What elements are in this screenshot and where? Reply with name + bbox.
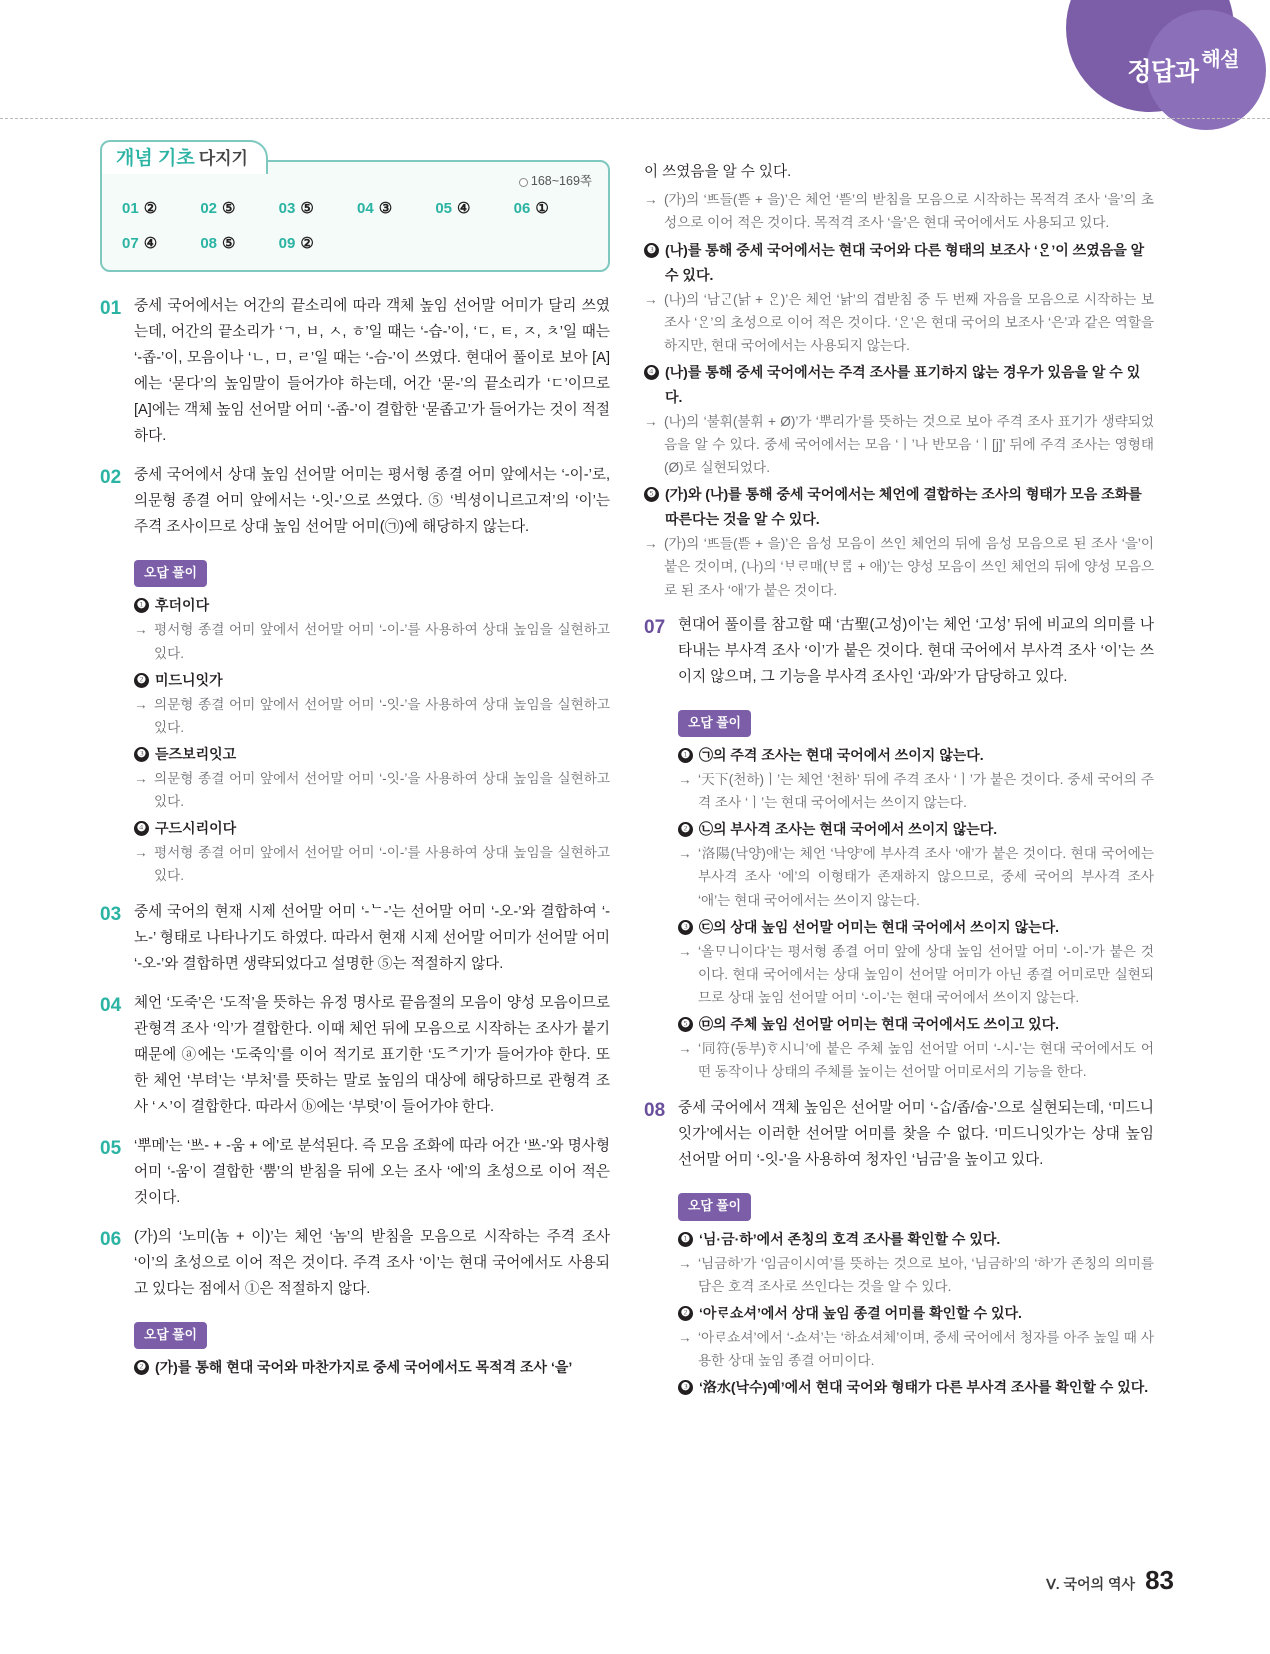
wrong-answer-item xyxy=(134,668,610,739)
wrong-answer-explanation: ‘님금하’가 ‘임금이시여’를 뜻하는 것으로 보아, ‘님금하’의 ‘하’가 존칭의 의미를 담은 호격 조사로 쓰인다는 것을 알 수 있다. xyxy=(698,1255,1154,1294)
wrong-answer-label: ㉠의 주격 조사는 현대 국어에서 쓰이지 않는다. xyxy=(699,747,984,764)
wrong-answer-label: (가)를 통해 현대 국어와 마찬가지로 중세 국어에서도 목적격 조사 ‘을’ xyxy=(155,1359,573,1376)
wrong-answer-explanation: ‘洛陽(낙양)애’는 체언 ‘낙양’에 부사격 조사 ‘애’가 붙은 것이다. 현대 국어에는 부사격 조사 ‘에’의 이형태가 존재하지 않으므로, 중세 국어의 부사격 조사 ‘애’는 현대 국어에서는 쓰이지 않는다. xyxy=(698,846,1154,908)
wrong-answer-label-row xyxy=(678,1012,1154,1037)
answer-value: ② xyxy=(143,200,158,217)
wrong-answer-explanation: 의문형 종결 어미 앞에서 선어말 어미 ‘-잇-’을 사용하여 상대 높임을 실현하고 있다. xyxy=(154,696,610,735)
concept-box-tab xyxy=(100,140,268,174)
answer-value: ④ xyxy=(457,200,471,217)
answer-number: 02 xyxy=(200,200,218,217)
wrong-answer-item xyxy=(644,238,1154,357)
concept-answer-box xyxy=(100,148,610,272)
answer-number: 04 xyxy=(357,200,374,217)
arrow-icon: → xyxy=(134,844,148,860)
wrong-answer-item xyxy=(644,482,1154,601)
answer-value: ⑤ xyxy=(222,200,236,217)
wrong-answer-explanation-row xyxy=(678,1326,1154,1372)
wrong-answer-item xyxy=(134,816,610,887)
right-column xyxy=(644,160,1154,1401)
wrong-answer-explanation: ‘올ᄆᆞ니이다’는 평서형 종결 어미 앞에 상대 높임 선어말 어미 ‘-이-’가 붙은 것이다. 현대 국어에서는 상대 높임이 선어말 어미가 아닌 종결 어미로만 실현되므로 상대 높임 선어말 어미 ‘-이-’는 현대 국어에서 쓰이지 않는다. xyxy=(698,943,1154,1005)
solution-07 xyxy=(644,613,1154,691)
wrong-answer-label-row xyxy=(678,743,1154,768)
header-tab xyxy=(950,0,1270,150)
wrong-answer-label-row xyxy=(678,1375,1154,1400)
wrong-answer-label: 구드시리이다 xyxy=(155,819,237,836)
solution-text: 중세 국어의 현재 시제 선어말 어미 ‘-ᄂ-’는 선어말 어미 ‘-오-’와 결합하여 ‘-노-’ 형태로 나타나기도 하였다. 따라서 현재 시제 선어말 어미가 선어말 어미 ‘-오-’와 결합하면 생략되었다고 설명한 ⑤는 적절하지 않다. xyxy=(134,903,610,972)
wrong-answer-explanation-row xyxy=(134,841,610,887)
wrong-answer-label-row xyxy=(678,817,1154,842)
solution-text: 체언 ‘도죽’은 ‘도적’을 뜻하는 유정 명사로 끝음절의 모음이 양성 모음이므로 관형격 조사 ‘익’가 결합한다. 이때 체언 뒤에 모음으로 시작하는 조사가 붙기 때문에 ⓐ에는 ‘도죽익’를 이어 적기로 표기한 ‘도ᄌ기’가 들어가야 한다. 또한 체언 ‘부텨’는 ‘부처’를 뜻하는 말로 높임의 대상에 해당하므로 관형격 조사 ‘ㅅ’이 결합한다. 따라서 ⓑ에는 ‘부텻’이 들어가야 한다. xyxy=(134,994,610,1115)
arrow-icon: → xyxy=(678,1040,692,1056)
bullet-number: ❷ xyxy=(678,1306,693,1321)
wrong-answer-explanation: ‘아ᄅᆞ쇼셔’에서 ‘-쇼셔’는 ‘하쇼셔체’이며, 중세 국어에서 청자를 아주 높일 때 사용한 상대 높임 종결 어미이다. xyxy=(698,1329,1154,1368)
concept-title-main: 개념 기초 xyxy=(116,148,195,170)
wrong-answer-label-row xyxy=(134,816,610,841)
wrong-answer-heading: 오답 풀이 xyxy=(134,560,207,588)
page-body xyxy=(100,148,1180,1401)
concept-answer-grid xyxy=(118,196,592,257)
solution-number: 07 xyxy=(644,616,666,638)
bullet-number: ❶ xyxy=(134,598,149,613)
arrow-icon: → xyxy=(134,696,148,712)
header-title-main: 정답과 xyxy=(1127,58,1199,86)
wrong-answer-explanation-row xyxy=(678,940,1154,1009)
solution-05 xyxy=(100,1134,610,1212)
arrow-icon: → xyxy=(644,536,658,552)
bullet-number: ❷ xyxy=(134,1360,149,1375)
bullet-number: ❸ xyxy=(678,1380,693,1395)
bullet-number: ❸ xyxy=(644,243,659,258)
wrong-answer-list-06-cont xyxy=(644,238,1154,601)
wrong-answer-label: ‘님·금·하’에서 존칭의 호격 조사를 확인할 수 있다. xyxy=(699,1230,1001,1247)
answer-number: 05 xyxy=(435,200,453,217)
answer-value: ⑤ xyxy=(222,234,236,252)
footer-chapter-label: Ⅴ. 국어의 역사 xyxy=(1046,1576,1136,1592)
wrong-answer-list-08 xyxy=(678,1227,1154,1400)
solution-text: 중세 국어에서 상대 높임 선어말 어미는 평서형 종결 어미 앞에서는 ‘-이-’로, 의문형 종결 어미 앞에서는 ‘-잇-’으로 쓰였다. ⑤ ‘빅셩이니르고져’의 ‘이’는 주격 조사이므로 상대 높임 선어말 어미(㉠)에 해당하지 않는다. xyxy=(134,466,610,535)
wrong-answer-label-row xyxy=(644,360,1154,410)
solution-number: 05 xyxy=(100,1137,122,1159)
answer-number: 01 xyxy=(122,200,139,217)
wrong-answer-explanation: 의문형 종결 어미 앞에서 선어말 어미 ‘-잇-’을 사용하여 상대 높임을 실현하고 있다. xyxy=(154,770,610,809)
arrow-icon: → xyxy=(678,1255,692,1271)
wrong-answer-item xyxy=(678,1227,1154,1298)
wrong-answer-label-row xyxy=(134,593,610,618)
answer-item xyxy=(357,196,435,223)
answer-number: 07 xyxy=(122,234,139,252)
wrong-answer-item xyxy=(678,817,1154,911)
solution-06 xyxy=(100,1225,610,1303)
concept-page-range: 168~169쪽 xyxy=(531,170,592,192)
answer-item xyxy=(514,196,592,223)
solution-02 xyxy=(100,463,610,541)
footer-page-number: 83 xyxy=(1145,1565,1174,1595)
wrong-answer-explanation: (나)의 ‘불휘(불휘 + Ø)’가 ‘뿌리가’를 뜻하는 것으로 보아 주격 조사 표기가 생략되었음을 알 수 있다. 중세 국어에서는 모음 ‘ㅣ’나 반모음 ‘ㅣ[j]’ 뒤에 주격 조사는 영형태(Ø)로 실현되었다. xyxy=(664,414,1154,476)
solution-03 xyxy=(100,900,610,978)
wrong-answer-label: ‘洛水(낙수)예’에서 현대 국어와 형태가 다른 부사격 조사를 확인할 수 있다. xyxy=(699,1378,1149,1395)
arrow-icon: → xyxy=(678,943,692,959)
wrong-answer-label-row xyxy=(134,668,610,693)
arrow-icon: → xyxy=(134,622,148,638)
wrong-answer-label-row xyxy=(678,1227,1154,1252)
wrong-answer-label-row xyxy=(134,1355,610,1380)
wrong-answer-item xyxy=(678,743,1154,814)
bullet-number: ❹ xyxy=(134,821,149,836)
answer-value: ③ xyxy=(378,200,393,217)
bullet-number: ❷ xyxy=(134,673,149,688)
answer-item xyxy=(279,196,357,223)
wrong-answer-explanation-row xyxy=(644,288,1154,357)
wrong-answer-list-07 xyxy=(678,743,1154,1083)
wrong-answer-label-row xyxy=(644,482,1154,532)
answer-item xyxy=(200,196,278,223)
answer-item xyxy=(200,231,278,258)
answer-number: 06 xyxy=(513,200,531,217)
wrong-answer-explanation-row xyxy=(134,618,610,664)
solution-number: 06 xyxy=(100,1228,122,1250)
wrong-answer-item xyxy=(678,1375,1154,1400)
arrow-icon: → xyxy=(678,846,692,862)
solution-number: 02 xyxy=(100,466,122,488)
header-title xyxy=(1127,49,1239,88)
page-footer xyxy=(1046,1565,1174,1596)
wrong-answer-label-row xyxy=(644,238,1154,288)
bullet-number: ❶ xyxy=(678,1232,693,1247)
wrong-answer-label: ‘아ᄅᆞ쇼셔’에서 상대 높임 종결 어미를 확인할 수 있다. xyxy=(699,1304,1022,1321)
wrong-answer-label: (나)를 통해 중세 국어에서는 현대 국어와 다른 형태의 보조사 ‘ᄋᆞᆫ’이 쓰였음을 알 수 있다. xyxy=(665,242,1145,284)
solution-number: 04 xyxy=(100,994,122,1016)
wrong-answer-list-02 xyxy=(134,593,610,887)
solution-text: 중세 국어에서 객체 높임은 선어말 어미 ‘-ᄉᆞᆸ/좁/숩-’으로 실현되는데, ‘미드니잇가’에서는 이러한 선어말 어미를 찾을 수 없다. ‘미드니잇가’는 상대 높임 선어말 어미 ‘-잇-’을 사용하여 청자인 ‘님금’을 높이고 있다. xyxy=(678,1100,1154,1168)
left-column xyxy=(100,148,610,1401)
answer-number: 08 xyxy=(200,234,218,252)
continued-explanation-row xyxy=(644,188,1154,234)
bullet-number: ❷ xyxy=(678,822,693,837)
wrong-answer-label: 후더이다 xyxy=(155,597,210,614)
header-title-sub: 해설 xyxy=(1201,49,1239,71)
wrong-answer-heading-08: 오답 풀이 xyxy=(678,1193,751,1221)
bullet-number: ❹ xyxy=(644,365,659,380)
solution-text: 중세 국어에서는 어간의 끝소리에 따라 객체 높임 선어말 어미가 달리 쓰였는데, 어간의 끝소리가 ‘ㄱ, ㅂ, ㅅ, ㅎ’일 때는 ‘-습-’이, ‘ㄷ, ㅌ, ㅈ, ㅊ’일 때는 ‘-좁-’이, 모음이나 ‘ㄴ, ㅁ, ㄹ’일 때는 ‘-슴-’이 쓰였다. 현대어 풀이로 보아 [A]에는 ‘묻다’의 높임말이 들어가야 하는데, 어간 ‘묻-’의 끝소리가 ‘ㄷ’이므로 [A]에는 객체 높임 선어말 어미 ‘-좁-’이 결합한 ‘묻좁고’가 들어가는 것이 적절하다. xyxy=(134,298,610,444)
wrong-answer-label: ㉢의 상대 높임 선어말 어미는 현대 국어에서 쓰이지 않는다. xyxy=(699,918,1060,935)
answer-item xyxy=(279,231,357,258)
solution-text: 현대어 풀이를 참고할 때 ‘古聖(고성)이’는 체언 ‘고성’ 뒤에 비교의 의미를 나타내는 부사격 조사 ‘이’가 붙은 것이다. 현대 국어에서 부사격 조사 ‘이’는 쓰이지 않으며, 그 기능을 부사격 조사인 ‘과/와’가 담당하고 있다. xyxy=(678,616,1154,685)
arrow-icon: → xyxy=(678,772,692,788)
wrong-answer-label-row xyxy=(678,1301,1154,1326)
answer-value: ① xyxy=(535,200,549,217)
arrow-icon: → xyxy=(644,414,658,430)
wrong-answer-label: ㉡의 부사격 조사는 현대 국어에서 쓰이지 않는다. xyxy=(699,821,998,838)
wrong-answer-label: 미드니잇가 xyxy=(155,671,223,688)
wrong-answer-label: ㉤의 주체 높임 선어말 어미는 현대 국어에서도 쓰이고 있다. xyxy=(699,1015,1060,1032)
answer-value: ② xyxy=(300,234,314,252)
wrong-answer-explanation: 평서형 종결 어미 앞에서 선어말 어미 ‘-이-’를 사용하여 상대 높임을 실현하고 있다. xyxy=(154,844,610,883)
answer-number: 03 xyxy=(278,200,296,217)
wrong-answer-explanation-row xyxy=(644,410,1154,479)
wrong-answer-label: (나)를 통해 중세 국어에서는 주격 조사를 표기하지 않는 경우가 있음을 알 수 있다. xyxy=(665,364,1141,406)
wrong-answer-explanation-row xyxy=(678,1037,1154,1083)
wrong-answer-explanation-row xyxy=(678,768,1154,814)
arrow-icon: → xyxy=(134,770,148,786)
answer-item xyxy=(435,196,513,223)
wrong-answer-explanation-row xyxy=(644,532,1154,601)
answer-item xyxy=(122,196,200,223)
wrong-answer-label-row xyxy=(678,915,1154,940)
solution-text: ‘뿌메’는 ‘ᄡᅳ- + -움 + 에’로 분석된다. 즉 모음 조화에 따라 어간 ‘ᄡᅳ-’와 명사형 어미 ‘-움’이 결합한 ‘뿜’의 받침을 뒤에 오는 조사 ‘에’의 초성으로 이어 적은 것이다. xyxy=(134,1137,610,1206)
solution-number: 08 xyxy=(644,1100,666,1121)
wrong-answer-explanation-row xyxy=(678,842,1154,911)
solution-text: (가)의 ‘노미(놈 + 이)’는 체언 ‘놈’의 받침을 모음으로 시작하는 주격 조사 ‘이’의 초성으로 이어 적은 것이다. 주격 조사 ‘이’는 현대 국어에서도 사용되고 있다는 점에서 ①은 적절하지 않다. xyxy=(134,1228,610,1297)
wrong-answer-label: 듣즈보리잇고 xyxy=(155,745,237,762)
solution-04 xyxy=(100,991,610,1121)
wrong-answer-explanation-row xyxy=(134,693,610,739)
answer-value: ④ xyxy=(143,234,158,252)
wrong-answer-explanation: ‘同符(동부)ᄒᆞ시니’에 붙은 주체 높임 선어말 어미 ‘-시-’는 현대 국어에서도 어떤 동작이나 상태의 주체를 높이는 선어말 어미로서의 기능을 한다. xyxy=(698,1040,1154,1079)
wrong-answer-explanation: 평서형 종결 어미 앞에서 선어말 어미 ‘-이-’를 사용하여 상대 높임을 실현하고 있다. xyxy=(154,622,610,661)
wrong-answer-label-row xyxy=(134,742,610,767)
arrow-icon: → xyxy=(644,191,658,207)
bullet-number: ❺ xyxy=(678,1017,693,1032)
wrong-answer-item xyxy=(134,593,610,664)
wrong-answer-label: (가)와 (나)를 통해 중세 국어에서는 체언에 결합하는 조사의 형태가 모음 조화를 따른다는 것을 알 수 있다. xyxy=(665,486,1142,528)
arrow-icon: → xyxy=(644,292,658,307)
solution-08 xyxy=(644,1096,1154,1174)
arrow-icon: → xyxy=(678,1329,692,1345)
wrong-answer-item xyxy=(678,1012,1154,1083)
answer-value: ⑤ xyxy=(300,200,314,217)
header-divider xyxy=(0,118,1270,119)
wrong-answer-item xyxy=(678,915,1154,1009)
wrong-answer-explanation: (나)의 ‘남ᄀᆞᆫ(낡 + ᄋᆞᆫ)’은 체언 ‘낡’의 겹받침 중 두 번째 자음을 모음으로 시작하는 보조사 ‘ᄋᆞᆫ’의 초성으로 이어 적은 것이다. ‘ᄋᆞᆫ’은 현대 국어의 보조사 ‘은’과 같은 역할을 하지만, 현대 국어에서는 사용되지 않는다. xyxy=(664,292,1154,354)
wrong-answer-explanation-row xyxy=(134,767,610,813)
solution-01 xyxy=(100,294,610,450)
answer-item xyxy=(122,231,200,258)
wrong-answer-explanation: ‘天下(천하)ㅣ’는 체언 ‘천하’ 뒤에 주격 조사 ‘ㅣ’가 붙은 것이다. 중세 국어의 주격 조사 ‘ㅣ’는 현대 국어에서는 쓰이지 않는다. xyxy=(698,772,1154,811)
continued-explanation: (가)의 ‘ᄠᅳ들(ᄠᅳᆮ + 을)’은 체언 ‘ᄠᅳᆮ’의 받침을 모음으로 시작하는 목적격 조사 ‘을’의 초성으로 이어 적은 것이다. 목적격 조사 ‘을’은 현대 국어에서도 사용되고 있다. xyxy=(664,191,1154,231)
wrong-answer-list-06 xyxy=(134,1355,610,1380)
wrong-answer-item xyxy=(644,360,1154,479)
wrong-answer-item xyxy=(134,742,610,813)
wrong-answer-heading-07: 오답 풀이 xyxy=(678,710,751,738)
solution-number: 01 xyxy=(100,298,122,319)
concept-title-sub: 다지기 xyxy=(198,148,248,168)
continued-line: 이 쓰였음을 알 수 있다. xyxy=(644,164,792,180)
answer-number: 09 xyxy=(278,234,296,252)
bullet-number: ❶ xyxy=(678,748,693,763)
bullet-number: ❸ xyxy=(134,747,149,762)
wrong-answer-heading-06: 오답 풀이 xyxy=(134,1322,207,1350)
wrong-answer-explanation-row xyxy=(678,1252,1154,1298)
bullet-number: ❸ xyxy=(678,920,693,935)
bullet-number: ❺ xyxy=(644,487,659,502)
wrong-answer-item xyxy=(134,1355,610,1380)
wrong-answer-explanation: (가)의 ‘ᄠᅳ들(ᄠᅳᆮ + 을)’은 음성 모음이 쓰인 체언의 뒤에 음성 모음으로 된 조사 ‘을’이 붙은 것이며, (나)의 ‘ᄇᆞᄅᆞ매(ᄇᆞᄅᆞᆷ + 애)’는 양성 모음이 쓰인 체언의 뒤에 양성 모음으로 된 조사 ‘애’가 붙은 것이다. xyxy=(664,536,1154,598)
wrong-answer-item xyxy=(678,1301,1154,1372)
solution-number: 03 xyxy=(100,903,122,925)
